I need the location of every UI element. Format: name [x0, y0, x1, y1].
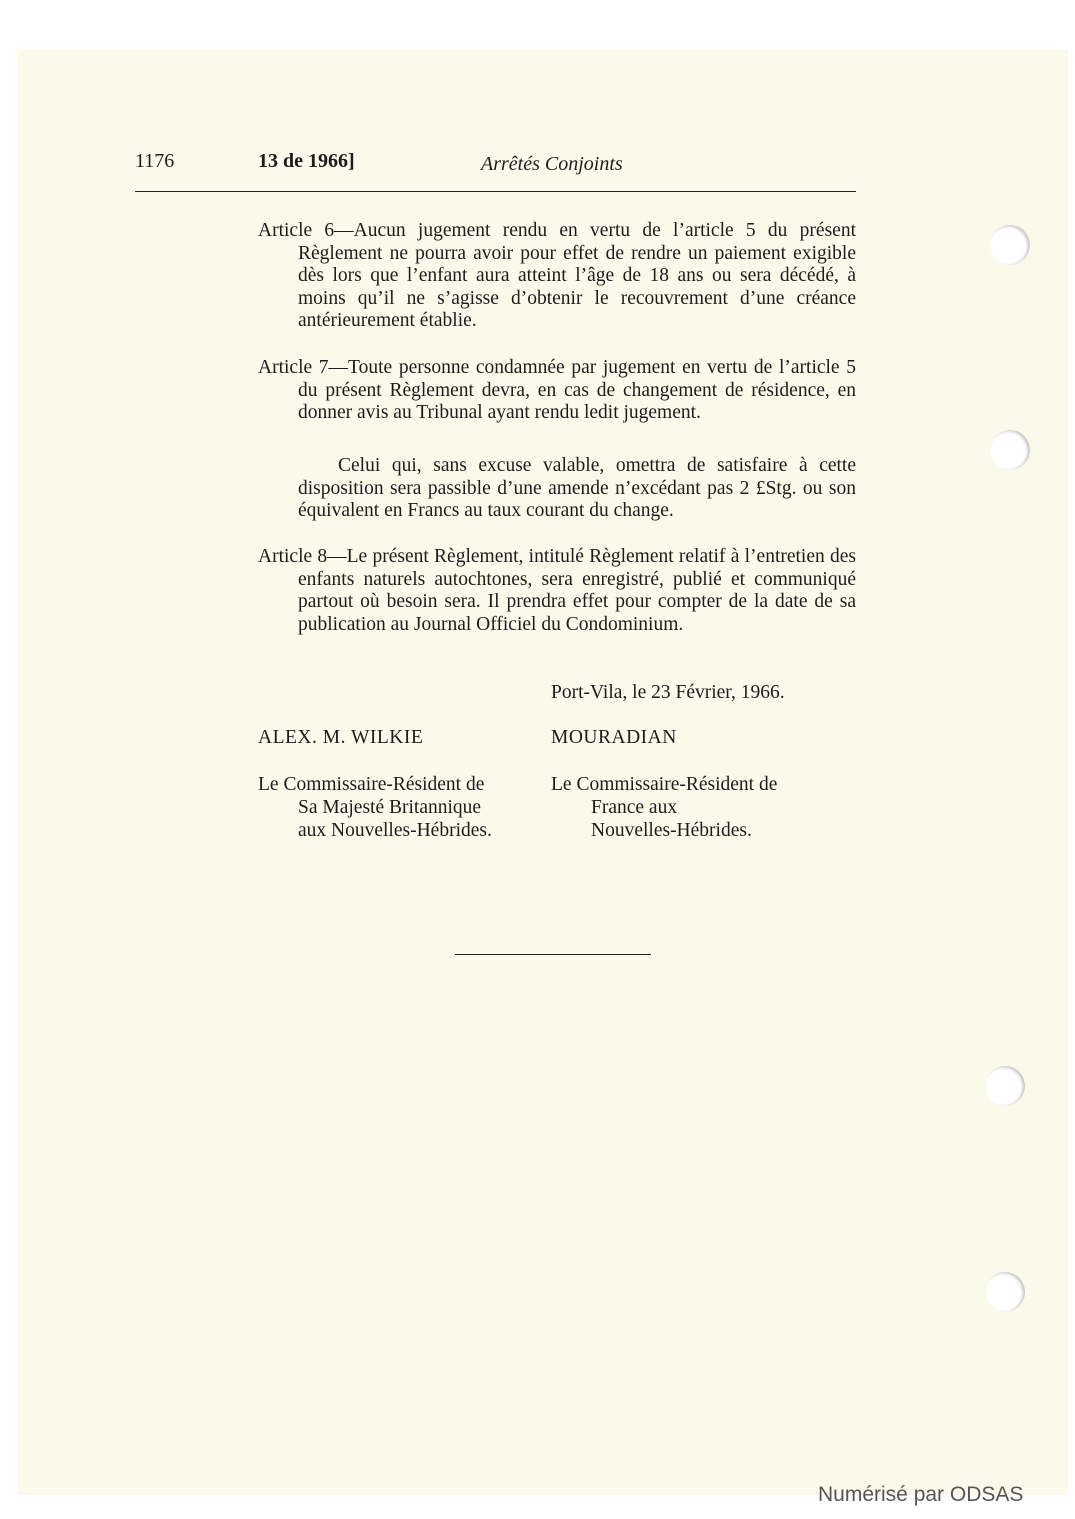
signatory-name-british: ALEX. M. WILKIE — [258, 727, 424, 748]
title-line: Le Commissaire-Résident de — [551, 774, 778, 795]
place-and-date: Port-Vila, le 23 Février, 1966. — [551, 682, 785, 703]
page-header — [0, 150, 1075, 180]
article-8: Article 8—Le présent Règlement, intitulé Règlement relatif à l’entretien des enfants naturels autochtones, sera enregistré, publié et communiqué partout où besoin sera. Il prendra effet pour compter de la date de sa publication au Journal Officiel du Condominium. — [258, 546, 856, 635]
header-rule — [135, 191, 856, 192]
article-6: Article 6—Aucun jugement rendu en vertu de l’article 5 du présent Règlement ne pourra avoir pour effet de rendre un paiement exigible dès lors que l’enfant aura atteint l’âge de 18 ans ou sera décédé, à moins qu’il ne s’agisse d’obtenir le recouvrement d’une créance antérieurement établie. — [258, 220, 856, 331]
article-7-paragraph-2: Celui qui, sans excuse valable, omettra de satisfaire à cette disposition sera passible d’une amende n’excédant pas 2 £Stg. ou son équivalent en Francs au taux courant du change. — [298, 455, 856, 521]
title-line: France aux — [591, 797, 678, 818]
digitization-credit: Numérisé par ODSAS — [818, 1483, 1024, 1506]
punch-hole — [990, 225, 1030, 265]
article-7: Article 7—Toute personne condamnée par jugement en vertu de l’article 5 du présent Règlement devra, en cas de changement de résidence, en donner avis au Tribunal ayant rendu ledit jugement. — [258, 357, 856, 423]
ordinance-reference: 13 de 1966] — [258, 150, 355, 172]
punch-hole — [985, 1272, 1025, 1312]
title-line: Sa Majesté Britannique — [298, 797, 482, 818]
punch-hole — [990, 430, 1030, 470]
page-number: 1176 — [135, 150, 175, 172]
end-rule — [455, 954, 651, 955]
signatory-name-french: MOURADIAN — [551, 727, 677, 748]
title-line: aux Nouvelles-Hébrides. — [298, 820, 492, 841]
punch-hole — [985, 1066, 1025, 1106]
running-title: Arrêtés Conjoints — [481, 153, 623, 175]
title-line: Le Commissaire-Résident de — [258, 774, 485, 795]
title-line: Nouvelles-Hébrides. — [591, 820, 752, 841]
